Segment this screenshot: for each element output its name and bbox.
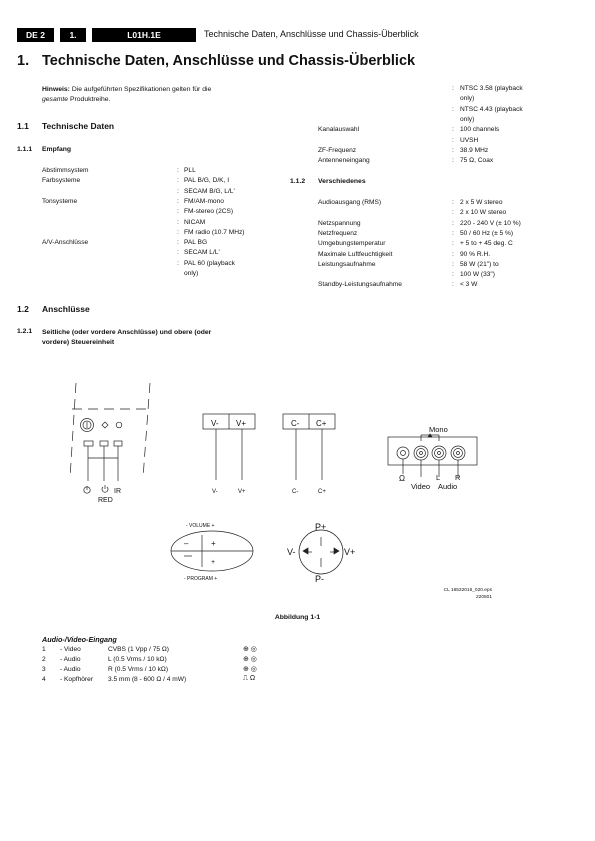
verschiedenes-row-value: < 3 W bbox=[460, 281, 478, 289]
empfang-row-colon: : bbox=[177, 197, 179, 205]
rocker-plus-top: + bbox=[211, 539, 216, 548]
cross-p-plus: P+ bbox=[315, 522, 327, 532]
verschiedenes-row-colon: : bbox=[452, 229, 454, 237]
right-top-row-colon: : bbox=[452, 136, 454, 144]
under-v-plus: V+ bbox=[238, 489, 246, 495]
box-c-plus: C+ bbox=[316, 419, 327, 428]
right-top-row-colon: : bbox=[452, 157, 454, 165]
verschiedenes-row-label: Audioausgang (RMS) bbox=[318, 199, 382, 206]
empfang-row-colon: : bbox=[177, 249, 179, 257]
av-row-spec: R (0.5 Vrms / 10 kΩ) bbox=[108, 666, 169, 673]
note-line1: Die aufgeführten Spezifikationen gelten für die bbox=[69, 86, 212, 93]
empfang-row-value: PAL BG bbox=[184, 239, 208, 247]
av-row-name: - Kopfhörer bbox=[60, 676, 93, 683]
section-1-1-1-title: Empfang bbox=[42, 146, 72, 153]
right-top-row-value: 75 Ω, Coax bbox=[460, 157, 494, 165]
cross-p-minus: P- bbox=[315, 574, 324, 584]
header-box-model: L01H.1E bbox=[92, 28, 196, 42]
red-label: RED bbox=[98, 497, 113, 504]
right-top-row-value: UVSH bbox=[460, 136, 479, 144]
note bbox=[42, 85, 262, 105]
section-1-1-2-title: Verschiedenes bbox=[318, 178, 366, 185]
right-top-row-value: only) bbox=[460, 115, 475, 123]
right-top-row-colon: : bbox=[452, 146, 454, 154]
av-row-name: - Audio bbox=[60, 666, 81, 673]
note-line2: Produktreihe. bbox=[68, 96, 111, 103]
empfang-row-label: Tonsysteme bbox=[42, 197, 78, 205]
verschiedenes-row-label: Umgebungstemperatur bbox=[318, 240, 386, 248]
standby-icon bbox=[102, 485, 108, 492]
verschiedenes-row-label: Standby-Leistungsaufnahme bbox=[318, 281, 402, 289]
av-row-number: 2 bbox=[42, 656, 46, 663]
empfang-row-colon: : bbox=[177, 239, 179, 247]
note-italic: gesamte bbox=[42, 96, 69, 103]
empfang-row-label: A/V-Anschlüsse bbox=[42, 239, 89, 247]
section-1-2-title: Anschlüsse bbox=[42, 304, 90, 314]
empfang-row-value: SECAM B/G, L/L' bbox=[184, 187, 235, 195]
side-unit-outline bbox=[70, 383, 150, 478]
power-small-icon bbox=[84, 486, 90, 493]
section-1-1-title: Technische Daten bbox=[42, 121, 115, 131]
empfang-row-colon: : bbox=[177, 167, 179, 174]
box-v-minus: V- bbox=[211, 419, 219, 428]
verschiedenes-row-value: 100 W (33") bbox=[460, 271, 495, 279]
cross-v-plus: V+ bbox=[344, 547, 356, 557]
ir-sensor-icon bbox=[116, 422, 122, 428]
verschiedenes-row-value: 2 x 10 W stereo bbox=[460, 209, 507, 217]
volume-label: - VOLUME + bbox=[186, 523, 215, 529]
led-diamond-icon bbox=[102, 422, 108, 428]
headphone-jack-icon bbox=[397, 447, 409, 459]
right-top-row-value: only) bbox=[460, 95, 475, 103]
av-row-spec: 3.5 mm (8 - 600 Ω / 4 mW) bbox=[108, 676, 187, 683]
empfang-row-value: FM radio (10.7 MHz) bbox=[184, 228, 245, 236]
verschiedenes-row-colon: : bbox=[452, 209, 454, 217]
verschiedenes-row-value: 50 / 60 Hz (± 5 %) bbox=[460, 229, 514, 237]
under-c-plus: C+ bbox=[318, 489, 326, 495]
av-row-number: 1 bbox=[42, 646, 46, 653]
empfang-row-colon: : bbox=[177, 218, 179, 226]
note-label: Hinweis: bbox=[42, 86, 70, 93]
av-row-number: 4 bbox=[42, 676, 46, 683]
av-row-connector-icon: ⊕ ◎ bbox=[243, 646, 257, 653]
empfang-row-value: FM/AM-mono bbox=[184, 197, 224, 205]
right-top-row-value: NTSC 4.43 (playback bbox=[460, 105, 523, 113]
header-box-chapter: 1. bbox=[60, 28, 86, 42]
cross-pad bbox=[299, 530, 343, 574]
empfang-row-colon: : bbox=[177, 177, 179, 185]
connections-figure bbox=[0, 370, 595, 620]
jack-label-r: R bbox=[455, 473, 461, 482]
verschiedenes-row-value: 220 - 240 V (± 10 %) bbox=[460, 219, 521, 227]
section-1-2-1-line2: vordere) Steuereinheit bbox=[42, 339, 115, 346]
mono-label: Mono bbox=[429, 425, 448, 434]
empfang-row-label: Farbsysteme bbox=[42, 177, 81, 185]
empfang-row-value: PAL B/G, D/K, I bbox=[184, 177, 230, 185]
right-top-row-label: ZF-Frequenz bbox=[318, 146, 357, 154]
verschiedenes-row-colon: : bbox=[452, 281, 454, 289]
empfang-row-value: SECAM L/L' bbox=[184, 249, 220, 257]
under-c-minus: C- bbox=[292, 489, 299, 495]
verschiedenes-row-label: Netzspannung bbox=[318, 219, 361, 227]
header-box-page: DE 2 bbox=[17, 28, 54, 42]
empfang-row-colon: : bbox=[177, 187, 179, 195]
program-label: - PROGRAM + bbox=[184, 576, 218, 582]
rocker-plus-bottom: + bbox=[211, 559, 216, 566]
section-1-1-2-number: 1.1.2 bbox=[290, 178, 306, 185]
video-jack-icon bbox=[414, 446, 428, 460]
audio-label: Audio bbox=[438, 482, 458, 491]
section-1-2-1-line1: Seitliche (oder vordere Anschlüsse) und obere (oder bbox=[42, 329, 212, 336]
power-button-icon bbox=[81, 419, 94, 432]
av-row-spec: L (0.5 Vrms / 10 kΩ) bbox=[108, 656, 167, 663]
av-row-number: 3 bbox=[42, 666, 46, 673]
ir-label: IR bbox=[114, 488, 121, 495]
verschiedenes-row-colon: : bbox=[452, 250, 454, 258]
empfang-row-value: only) bbox=[184, 270, 199, 277]
verschiedenes-row-colon: : bbox=[452, 240, 454, 248]
small-button-3 bbox=[114, 441, 122, 446]
av-row-name: - Audio bbox=[60, 656, 81, 663]
verschiedenes-row-value: 58 W (21") to bbox=[460, 260, 499, 268]
empfang-row-value: PAL 60 (playback bbox=[184, 259, 235, 267]
empfang-row-colon: : bbox=[177, 259, 179, 267]
section-1-2-1-title bbox=[42, 328, 211, 348]
empfang-row-label: Abstimmsystem bbox=[42, 167, 89, 174]
verschiedenes-row-colon: : bbox=[452, 219, 454, 227]
right-top-row-label: Kanalauswahl bbox=[318, 126, 360, 134]
empfang-row-value: FM-stereo (2CS) bbox=[184, 208, 234, 216]
empfang-row-colon: : bbox=[177, 228, 179, 236]
box-c-minus: C- bbox=[291, 419, 300, 428]
empfang-row-value: NICAM bbox=[184, 218, 206, 226]
under-v-minus: V- bbox=[212, 489, 218, 495]
right-top-row-colon: : bbox=[452, 105, 454, 113]
right-top-row-label: Antenneneingang bbox=[318, 157, 370, 165]
av-row-spec: CVBS (1 Vpp / 75 Ω) bbox=[108, 646, 170, 653]
audio-left-jack-icon bbox=[432, 446, 446, 460]
chapter-number: 1. bbox=[17, 53, 30, 69]
audio-right-jack-icon bbox=[451, 446, 465, 460]
verschiedenes-row-colon: : bbox=[452, 271, 454, 279]
verschiedenes-row-colon: : bbox=[452, 199, 454, 206]
av-row-connector-icon: ⊕ ◎ bbox=[243, 656, 257, 663]
right-top-row-value: NTSC 3.58 (playback bbox=[460, 85, 523, 92]
figure-ref-date: 220501 bbox=[475, 595, 492, 600]
figure-caption: Abbildung 1-1 bbox=[274, 614, 321, 621]
right-top-row-value: 100 channels bbox=[460, 126, 500, 134]
chapter-title: Technische Daten, Anschlüsse und Chassis-Überblick bbox=[42, 53, 416, 69]
verschiedenes-row-value: + 5 to + 45 deg. C bbox=[460, 240, 513, 248]
verschiedenes-row-colon: : bbox=[452, 260, 454, 268]
empfang-row-colon: : bbox=[177, 208, 179, 216]
verschiedenes-row-value: 2 x 5 W stereo bbox=[460, 199, 503, 206]
empfang-row-value: PLL bbox=[184, 167, 196, 174]
av-row-name: - Video bbox=[60, 646, 81, 653]
jack-label-l: L bbox=[436, 473, 441, 482]
right-top-row-value: 38.9 MHz bbox=[460, 146, 489, 154]
av-row-connector-icon: ⎍ Ω bbox=[243, 675, 256, 682]
box-v-plus: V+ bbox=[236, 419, 247, 428]
right-top-row-colon: : bbox=[452, 126, 454, 134]
figure-ref-file: CL 16532016_020.eps bbox=[443, 588, 492, 593]
section-1-1-number: 1.1 bbox=[17, 121, 29, 131]
headphone-label: Ω bbox=[399, 474, 405, 483]
video-label: Video bbox=[411, 482, 431, 491]
av-title: Audio-/Video-Eingang bbox=[42, 635, 117, 644]
small-button-1 bbox=[84, 441, 93, 446]
section-1-1-1-number: 1.1.1 bbox=[17, 146, 33, 153]
verschiedenes-row-label: Netzfrequenz bbox=[318, 229, 358, 237]
section-1-2-number: 1.2 bbox=[17, 304, 29, 314]
verschiedenes-row-label: Leistungsaufnahme bbox=[318, 260, 376, 268]
verschiedenes-row-label: Maximale Luftfeuchtigkeit bbox=[318, 250, 393, 258]
verschiedenes-row-value: 90 % R.H. bbox=[460, 250, 491, 258]
header-title: Technische Daten, Anschlüsse und Chassis-Überblick bbox=[204, 29, 419, 39]
section-1-2-1-number: 1.2.1 bbox=[17, 328, 33, 335]
cross-v-minus: V- bbox=[287, 547, 296, 557]
right-top-row-colon: : bbox=[452, 85, 454, 92]
small-button-2 bbox=[100, 441, 108, 446]
av-row-connector-icon: ⊕ ◎ bbox=[243, 666, 257, 673]
rocker-minus-top: – bbox=[184, 539, 189, 548]
